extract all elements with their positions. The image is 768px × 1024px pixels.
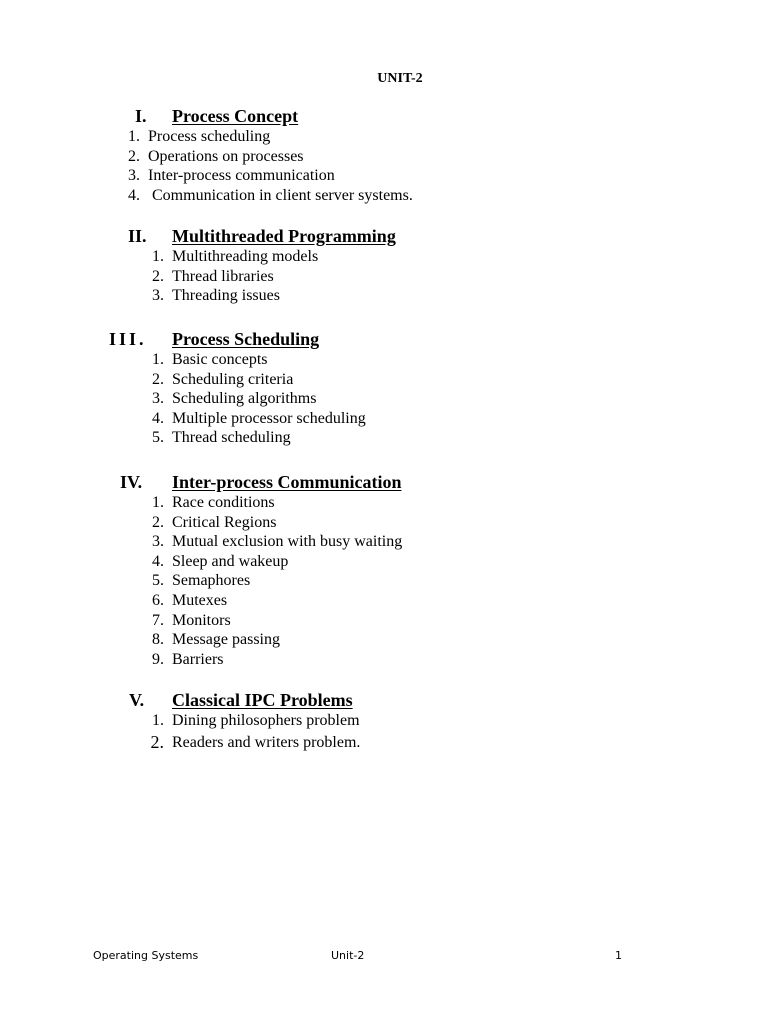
item-number: 3.	[128, 167, 140, 185]
item-number: 2.	[128, 147, 140, 165]
list-item	[0, 731, 768, 754]
item-number: 3.	[152, 287, 164, 305]
section-heading	[0, 689, 768, 711]
list-item	[0, 552, 768, 572]
item-text: Barriers	[172, 650, 224, 668]
item-number: 7.	[152, 611, 164, 629]
section-process-concept	[0, 105, 768, 205]
item-text: Mutual exclusion with busy waiting	[172, 533, 403, 551]
section-numeral: V.	[129, 690, 145, 710]
item-number: 1.	[152, 248, 164, 265]
footer-left: Operating Systems	[93, 949, 199, 962]
list-item	[0, 186, 768, 206]
item-text: Process scheduling	[148, 128, 271, 145]
item-number: 1.	[128, 128, 140, 145]
section-title: Classical IPC Problems	[172, 690, 353, 710]
item-text: Operations on processes	[148, 147, 304, 165]
list-item	[0, 571, 768, 591]
section-title: Multithreaded Programming	[172, 226, 396, 246]
list-item	[0, 127, 768, 147]
list-item	[0, 493, 768, 513]
section-multithreaded-programming	[0, 225, 768, 306]
unit-title: UNIT-2	[377, 71, 423, 86]
item-text: Race conditions	[172, 494, 275, 511]
section-classical-ipc-problems	[0, 689, 768, 754]
item-text: Communication in client server systems.	[148, 186, 413, 204]
item-number: 4.	[152, 552, 164, 570]
list-item	[0, 147, 768, 167]
item-number: 4.	[152, 409, 164, 427]
section-numeral: III.	[109, 329, 147, 349]
item-number: 9.	[152, 650, 164, 668]
item-number: 4.	[128, 186, 140, 204]
item-text: Sleep and wakeup	[172, 552, 289, 570]
list-item	[0, 711, 768, 731]
item-text: Thread scheduling	[172, 429, 291, 447]
item-number: 2.	[150, 731, 164, 752]
item-text: Thread libraries	[172, 267, 274, 285]
section-numeral: IV.	[120, 472, 143, 492]
item-number: 3.	[152, 533, 164, 551]
list-item	[0, 513, 768, 533]
footer-center: Unit-2	[331, 949, 365, 962]
section-heading	[0, 105, 768, 127]
section-numeral: I.	[135, 106, 147, 126]
list-item	[0, 389, 768, 409]
item-text: Multiple processor scheduling	[172, 409, 366, 427]
item-number: 2.	[152, 513, 164, 531]
item-text: Critical Regions	[172, 513, 277, 531]
list-item	[0, 370, 768, 390]
item-text: Scheduling criteria	[172, 370, 294, 388]
list-item	[0, 350, 768, 370]
list-item	[0, 630, 768, 650]
section-heading	[0, 225, 768, 247]
item-number: 5.	[152, 429, 164, 447]
item-text: Scheduling algorithms	[172, 390, 317, 408]
item-text: Semaphores	[172, 572, 251, 590]
list-item	[0, 611, 768, 631]
item-text: Threading issues	[172, 287, 280, 305]
item-text: Mutexes	[172, 591, 228, 609]
section-process-scheduling	[0, 328, 768, 448]
section-title: Process Concept	[172, 106, 299, 126]
section-heading	[0, 328, 768, 350]
list-item	[0, 267, 768, 287]
item-text: Readers and writers problem.	[172, 733, 361, 751]
item-text: Multithreading models	[172, 248, 319, 265]
item-text: Inter-process communication	[148, 167, 335, 185]
item-text: Basic concepts	[172, 351, 268, 368]
section-title: Process Scheduling	[172, 329, 320, 349]
item-number: 5.	[152, 572, 164, 590]
item-number: 3.	[152, 390, 164, 408]
section-inter-process-communication	[0, 471, 768, 669]
section-title: Inter-process Communication	[172, 472, 402, 492]
list-item	[0, 247, 768, 267]
section-heading	[0, 471, 768, 493]
item-text: Message passing	[172, 631, 280, 649]
list-item	[0, 409, 768, 429]
item-text: Dining philosophers problem	[172, 712, 360, 729]
item-text: Monitors	[172, 611, 231, 629]
item-number: 1.	[152, 494, 164, 511]
item-number: 6.	[152, 591, 164, 609]
item-number: 2.	[152, 370, 164, 388]
list-item	[0, 286, 768, 306]
item-number: 8.	[152, 631, 164, 649]
section-numeral: II.	[128, 226, 147, 246]
item-number: 2.	[152, 267, 164, 285]
list-item	[0, 428, 768, 448]
item-number: 1.	[152, 712, 164, 729]
list-item	[0, 591, 768, 611]
list-item	[0, 166, 768, 186]
item-number: 1.	[152, 351, 164, 368]
list-item	[0, 532, 768, 552]
footer-page-number: 1	[615, 949, 622, 962]
list-item	[0, 650, 768, 670]
